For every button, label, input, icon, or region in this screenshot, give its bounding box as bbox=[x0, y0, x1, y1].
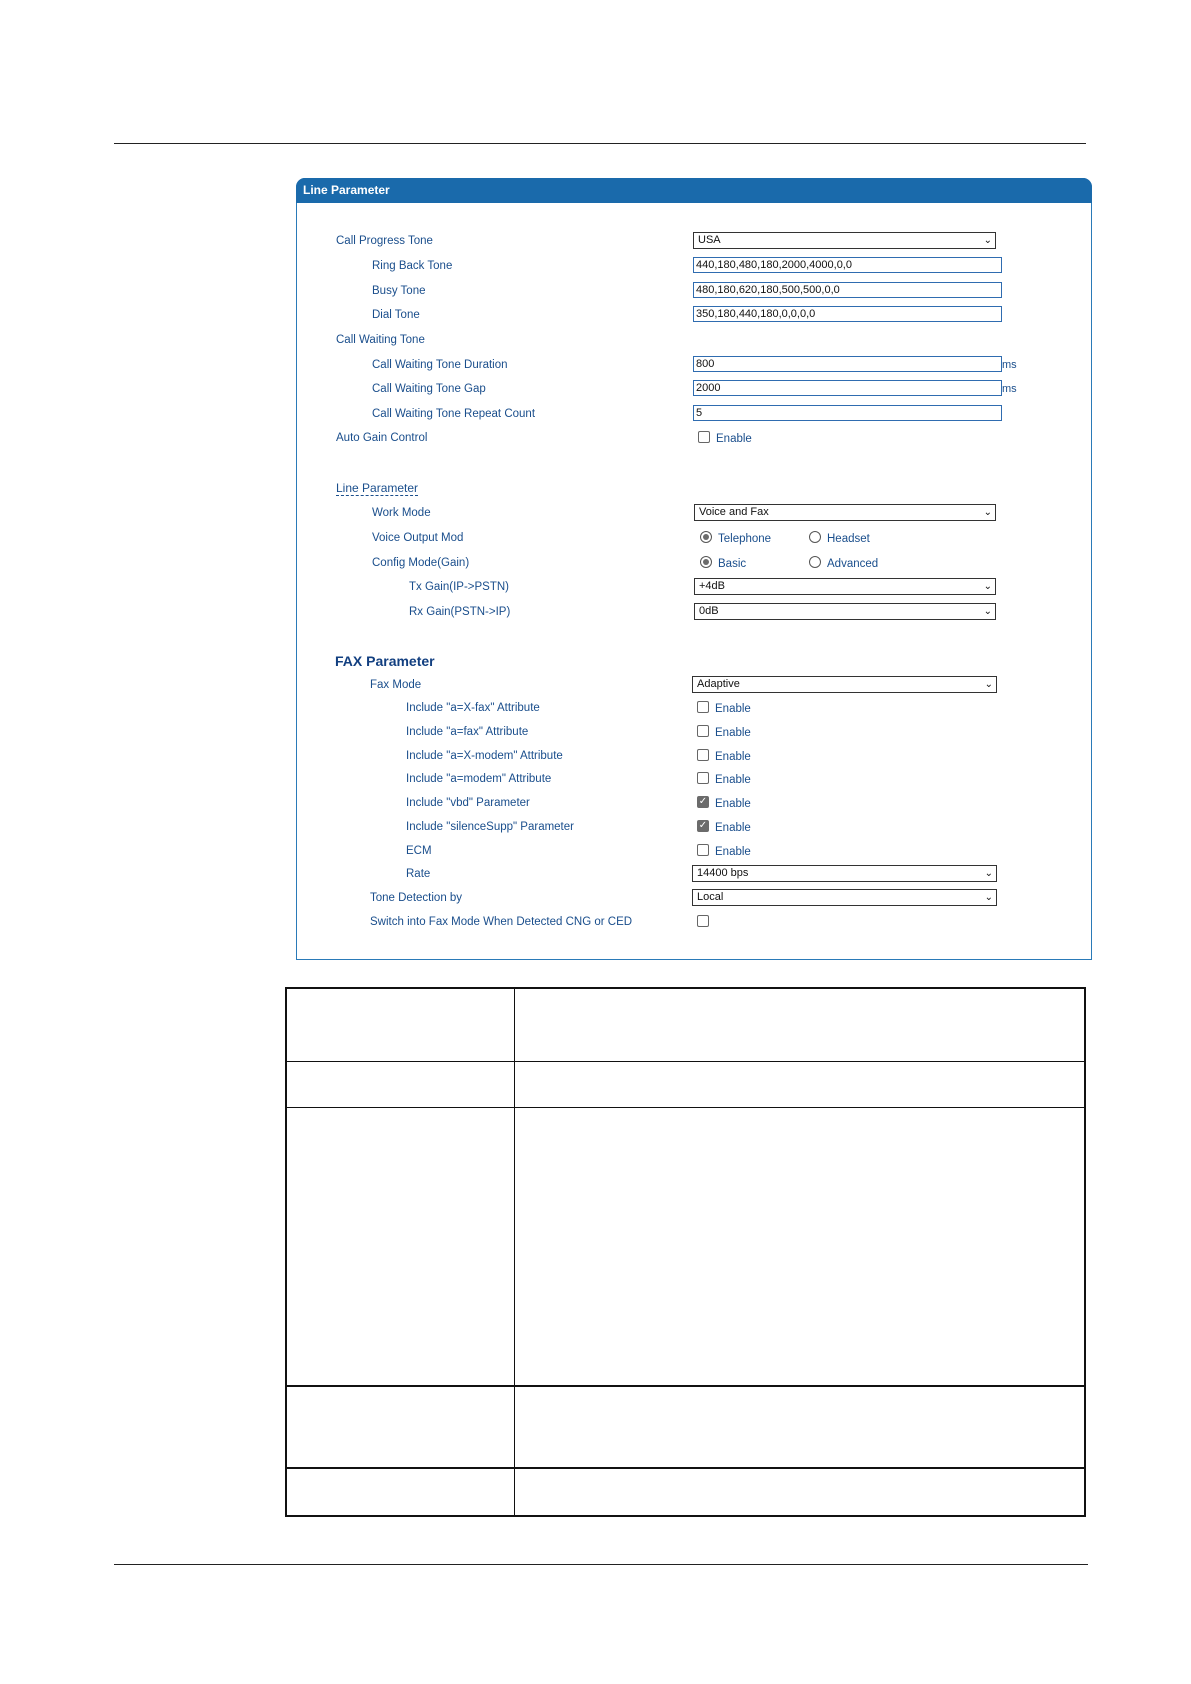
checkmark-icon: ✓ bbox=[698, 796, 708, 807]
tx-gain-label: Tx Gain(IP->PSTN) bbox=[409, 581, 510, 593]
table-row-divider bbox=[287, 1107, 1084, 1108]
header-rule bbox=[114, 143, 1086, 144]
panel-title: Line Parameter bbox=[296, 178, 1092, 203]
switch-fax-label: Switch into Fax Mode When Detected CNG or CED bbox=[370, 916, 633, 928]
fax-option-checkbox[interactable] bbox=[697, 844, 709, 856]
cw-duration-label: Call Waiting Tone Duration bbox=[372, 359, 508, 371]
fax-option-checkbox[interactable] bbox=[697, 725, 709, 737]
fax-option-label: ECM bbox=[406, 845, 432, 857]
fax-option-enable-label: Enable bbox=[715, 774, 751, 786]
headset-radio[interactable] bbox=[809, 531, 821, 543]
fax-option-enable-label: Enable bbox=[715, 727, 751, 739]
call-progress-tone-select[interactable] bbox=[693, 232, 996, 249]
table-row-divider bbox=[287, 1467, 1084, 1469]
tx-gain-select[interactable] bbox=[694, 578, 996, 595]
agc-enable-label: Enable bbox=[716, 433, 752, 445]
work-mode-select[interactable] bbox=[694, 504, 996, 521]
fax-option-enable-label: Enable bbox=[715, 846, 751, 858]
fax-option-label: Include "a=fax" Attribute bbox=[406, 726, 529, 738]
basic-radio[interactable] bbox=[700, 556, 712, 568]
description-table bbox=[285, 987, 1086, 1517]
switch-fax-checkbox[interactable] bbox=[697, 915, 709, 927]
fax-option-label: Include "a=modem" Attribute bbox=[406, 773, 552, 785]
advanced-label: Advanced bbox=[827, 558, 879, 570]
fax-mode-select[interactable] bbox=[692, 676, 997, 693]
agc-checkbox[interactable] bbox=[698, 431, 710, 443]
dial-tone-label: Dial Tone bbox=[372, 309, 420, 321]
rate-value: 14400 bps bbox=[697, 867, 749, 879]
chevron-down-icon: ⌄ bbox=[984, 679, 993, 690]
config-mode-label: Config Mode(Gain) bbox=[372, 557, 470, 569]
call-waiting-tone-label: Call Waiting Tone bbox=[336, 334, 425, 346]
table-row-divider bbox=[287, 1061, 1084, 1062]
telephone-label: Telephone bbox=[718, 533, 772, 545]
tone-detection-value: Local bbox=[697, 891, 724, 903]
fax-option-enable-label: Enable bbox=[715, 822, 751, 834]
dial-tone-input[interactable]: 350,180,440,180,0,0,0,0 bbox=[693, 306, 1002, 322]
line-parameter-panel bbox=[296, 178, 1092, 960]
headset-label: Headset bbox=[827, 533, 870, 545]
rate-label: Rate bbox=[406, 868, 431, 880]
fax-option-enable-label: Enable bbox=[715, 798, 751, 810]
table-column-divider bbox=[514, 989, 515, 1515]
fax-option-enable-label: Enable bbox=[715, 703, 751, 715]
tone-detection-select[interactable] bbox=[692, 889, 997, 906]
fax-option-checkbox[interactable] bbox=[697, 772, 709, 784]
tx-gain-value: +4dB bbox=[699, 580, 725, 592]
fax-option-label: Include "a=X-modem" Attribute bbox=[406, 750, 563, 762]
work-mode-value: Voice and Fax bbox=[699, 506, 769, 518]
chevron-down-icon: ⌄ bbox=[983, 507, 992, 518]
fax-mode-label: Fax Mode bbox=[370, 679, 422, 691]
rx-gain-select[interactable] bbox=[694, 603, 996, 620]
rx-gain-label: Rx Gain(PSTN->IP) bbox=[409, 606, 511, 618]
fax-option-checkbox[interactable] bbox=[697, 749, 709, 761]
cw-duration-input[interactable]: 800 bbox=[693, 356, 1002, 372]
chevron-down-icon: ⌄ bbox=[983, 235, 992, 246]
agc-label: Auto Gain Control bbox=[336, 432, 428, 444]
rx-gain-value: 0dB bbox=[699, 605, 719, 617]
tone-detection-label: Tone Detection by bbox=[370, 892, 463, 904]
cw-duration-unit: ms bbox=[1002, 359, 1017, 371]
fax-mode-value: Adaptive bbox=[697, 678, 740, 690]
busy-tone-input[interactable]: 480,180,620,180,500,500,0,0 bbox=[693, 282, 1002, 298]
fax-option-checkbox[interactable] bbox=[697, 701, 709, 713]
ring-back-tone-input[interactable]: 440,180,480,180,2000,4000,0,0 bbox=[693, 257, 1002, 273]
footer-rule bbox=[114, 1564, 1088, 1565]
fax-option-label: Include "a=X-fax" Attribute bbox=[406, 702, 540, 714]
fax-option-label: Include "vbd" Parameter bbox=[406, 797, 530, 809]
checkmark-icon: ✓ bbox=[698, 820, 708, 831]
fax-option-checkbox[interactable] bbox=[697, 820, 709, 832]
chevron-down-icon: ⌄ bbox=[983, 606, 992, 617]
cw-gap-label: Call Waiting Tone Gap bbox=[372, 383, 486, 395]
cw-gap-input[interactable]: 2000 bbox=[693, 380, 1002, 396]
busy-tone-label: Busy Tone bbox=[372, 285, 426, 297]
fax-option-label: Include "silenceSupp" Parameter bbox=[406, 821, 574, 833]
fax-parameter-section-title: FAX Parameter bbox=[335, 653, 435, 669]
cw-repeat-label: Call Waiting Tone Repeat Count bbox=[372, 408, 536, 420]
cw-repeat-input[interactable]: 5 bbox=[693, 405, 1002, 421]
line-parameter-section-title: Line Parameter bbox=[336, 481, 419, 495]
voice-output-label: Voice Output Mod bbox=[372, 532, 464, 544]
fax-option-enable-label: Enable bbox=[715, 751, 751, 763]
advanced-radio[interactable] bbox=[809, 556, 821, 568]
ring-back-tone-label: Ring Back Tone bbox=[372, 260, 453, 272]
rate-select[interactable] bbox=[692, 865, 997, 882]
fax-option-checkbox[interactable] bbox=[697, 796, 709, 808]
chevron-down-icon: ⌄ bbox=[984, 868, 993, 879]
telephone-radio[interactable] bbox=[700, 531, 712, 543]
chevron-down-icon: ⌄ bbox=[983, 581, 992, 592]
table-row-divider bbox=[287, 1385, 1084, 1387]
chevron-down-icon: ⌄ bbox=[984, 892, 993, 903]
call-progress-tone-value: USA bbox=[698, 234, 721, 246]
cw-gap-unit: ms bbox=[1002, 383, 1017, 395]
work-mode-label: Work Mode bbox=[372, 507, 431, 519]
call-progress-tone-label: Call Progress Tone bbox=[336, 235, 433, 247]
basic-label: Basic bbox=[718, 558, 747, 570]
